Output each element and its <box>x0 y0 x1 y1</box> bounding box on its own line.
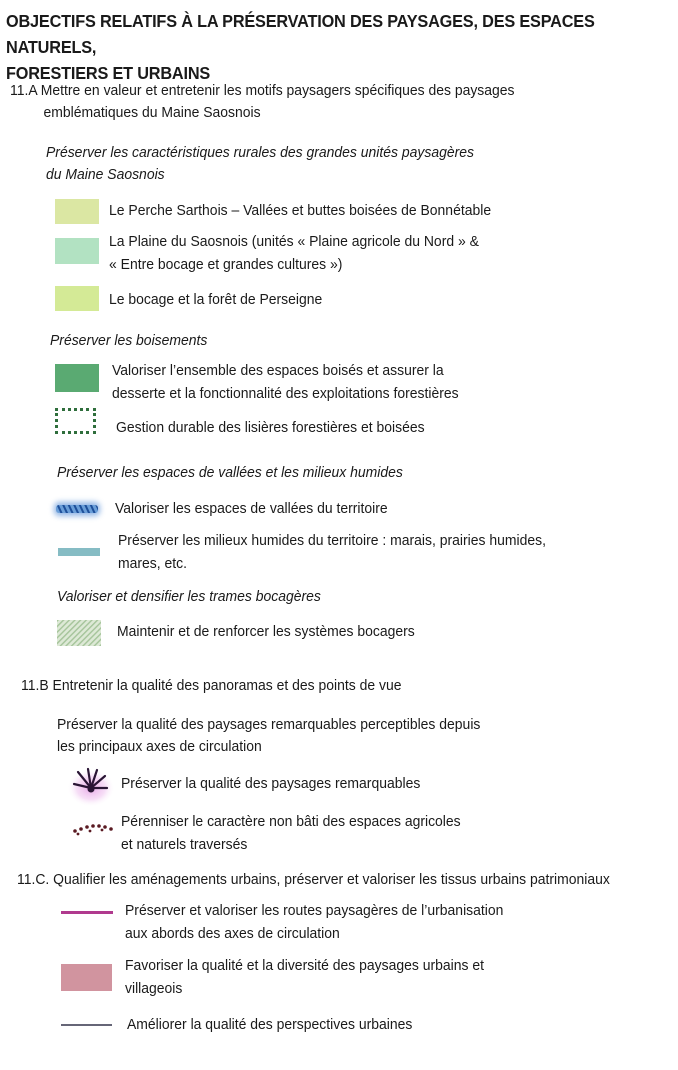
group-valleys-title: Préserver les espaces de vallées et les milieux humides <box>57 464 403 481</box>
plaine-swatch <box>55 238 99 264</box>
section-11b-heading: 11.B Entretenir la qualité des panoramas et des points de vue <box>21 677 402 694</box>
legend-item-bocage: Le bocage et la forêt de Perseigne <box>109 291 323 308</box>
hedgerow-swatch <box>57 620 101 646</box>
title-line-2: FORESTIERS ET URBAINS <box>6 63 211 83</box>
forest-edge-swatch <box>55 408 96 434</box>
legend-item-forest: Valoriser l’ensemble des espaces boisés et assurer la desserte et la fonctionnalité des exploitations forestières <box>112 362 459 402</box>
agricultural-dots-icon <box>72 820 116 836</box>
legend-item-urban-perspective: Améliorer la qualité des perspectives urbaines <box>127 1016 413 1033</box>
urban-landscape-swatch <box>61 964 112 991</box>
page-title <box>6 8 629 86</box>
legend-item-perche: Le Perche Sarthois – Vallées et buttes boisées de Bonnétable <box>109 202 492 219</box>
legend-item-plaine: La Plaine du Saosnois (unités « Plaine agricole du Nord » & « Entre bocage et grandes cultures ») <box>109 233 479 273</box>
forest-swatch <box>55 364 99 392</box>
humid-swatch <box>58 548 100 556</box>
legend-item-scenic-route: Préserver et valoriser les routes paysagères de l’urbanisation aux abords des axes de circulation <box>125 902 504 942</box>
title-line-1: OBJECTIFS RELATIFS À LA PRÉSERVATION DES PAYSAGES, DES ESPACES NATURELS, <box>6 11 595 57</box>
legend-item-agricultural: Pérenniser le caractère non bâti des espaces agricoles et naturels traversés <box>121 813 461 853</box>
legend-item-humid: Préserver les milieux humides du territoire : marais, prairies humides, mares, etc. <box>118 532 546 572</box>
section-11c-heading: 11.C. Qualifier les aménagements urbains, préserver et valoriser les tissus urbains patrimoniaux <box>17 871 610 888</box>
group-rural-units-title: Préserver les caractéristiques rurales des grandes unités paysagères du Maine Saosnois <box>46 144 475 183</box>
group-hedgerow-title: Valoriser et densifier les trames bocagères <box>57 588 321 605</box>
urban-perspective-swatch <box>61 1024 112 1026</box>
panorama-icon <box>66 764 116 808</box>
legend-item-hedgerow: Maintenir et de renforcer les systèmes bocagers <box>117 623 415 640</box>
legend-item-forest-edge: Gestion durable des lisières forestières et boisées <box>116 419 425 436</box>
group-woodland-title: Préserver les boisements <box>50 332 208 349</box>
legend-item-panorama: Préserver la qualité des paysages remarquables <box>121 775 421 792</box>
legend-item-urban-landscape: Favoriser la qualité et la diversité des paysages urbains et villageois <box>125 957 485 997</box>
bocage-swatch <box>55 286 99 311</box>
section-11a-heading: 11.A Mettre en valeur et entretenir les motifs paysagers spécifiques des paysages emblématiques du Maine Saosnois <box>10 82 515 121</box>
valley-swatch <box>46 494 108 524</box>
section-11b-intro: Préserver la qualité des paysages remarquables perceptibles depuis les principaux axes de circulation <box>57 716 481 755</box>
legend-item-valley: Valoriser les espaces de vallées du territoire <box>115 500 388 517</box>
scenic-route-swatch <box>61 911 113 914</box>
perche-swatch <box>55 199 99 224</box>
